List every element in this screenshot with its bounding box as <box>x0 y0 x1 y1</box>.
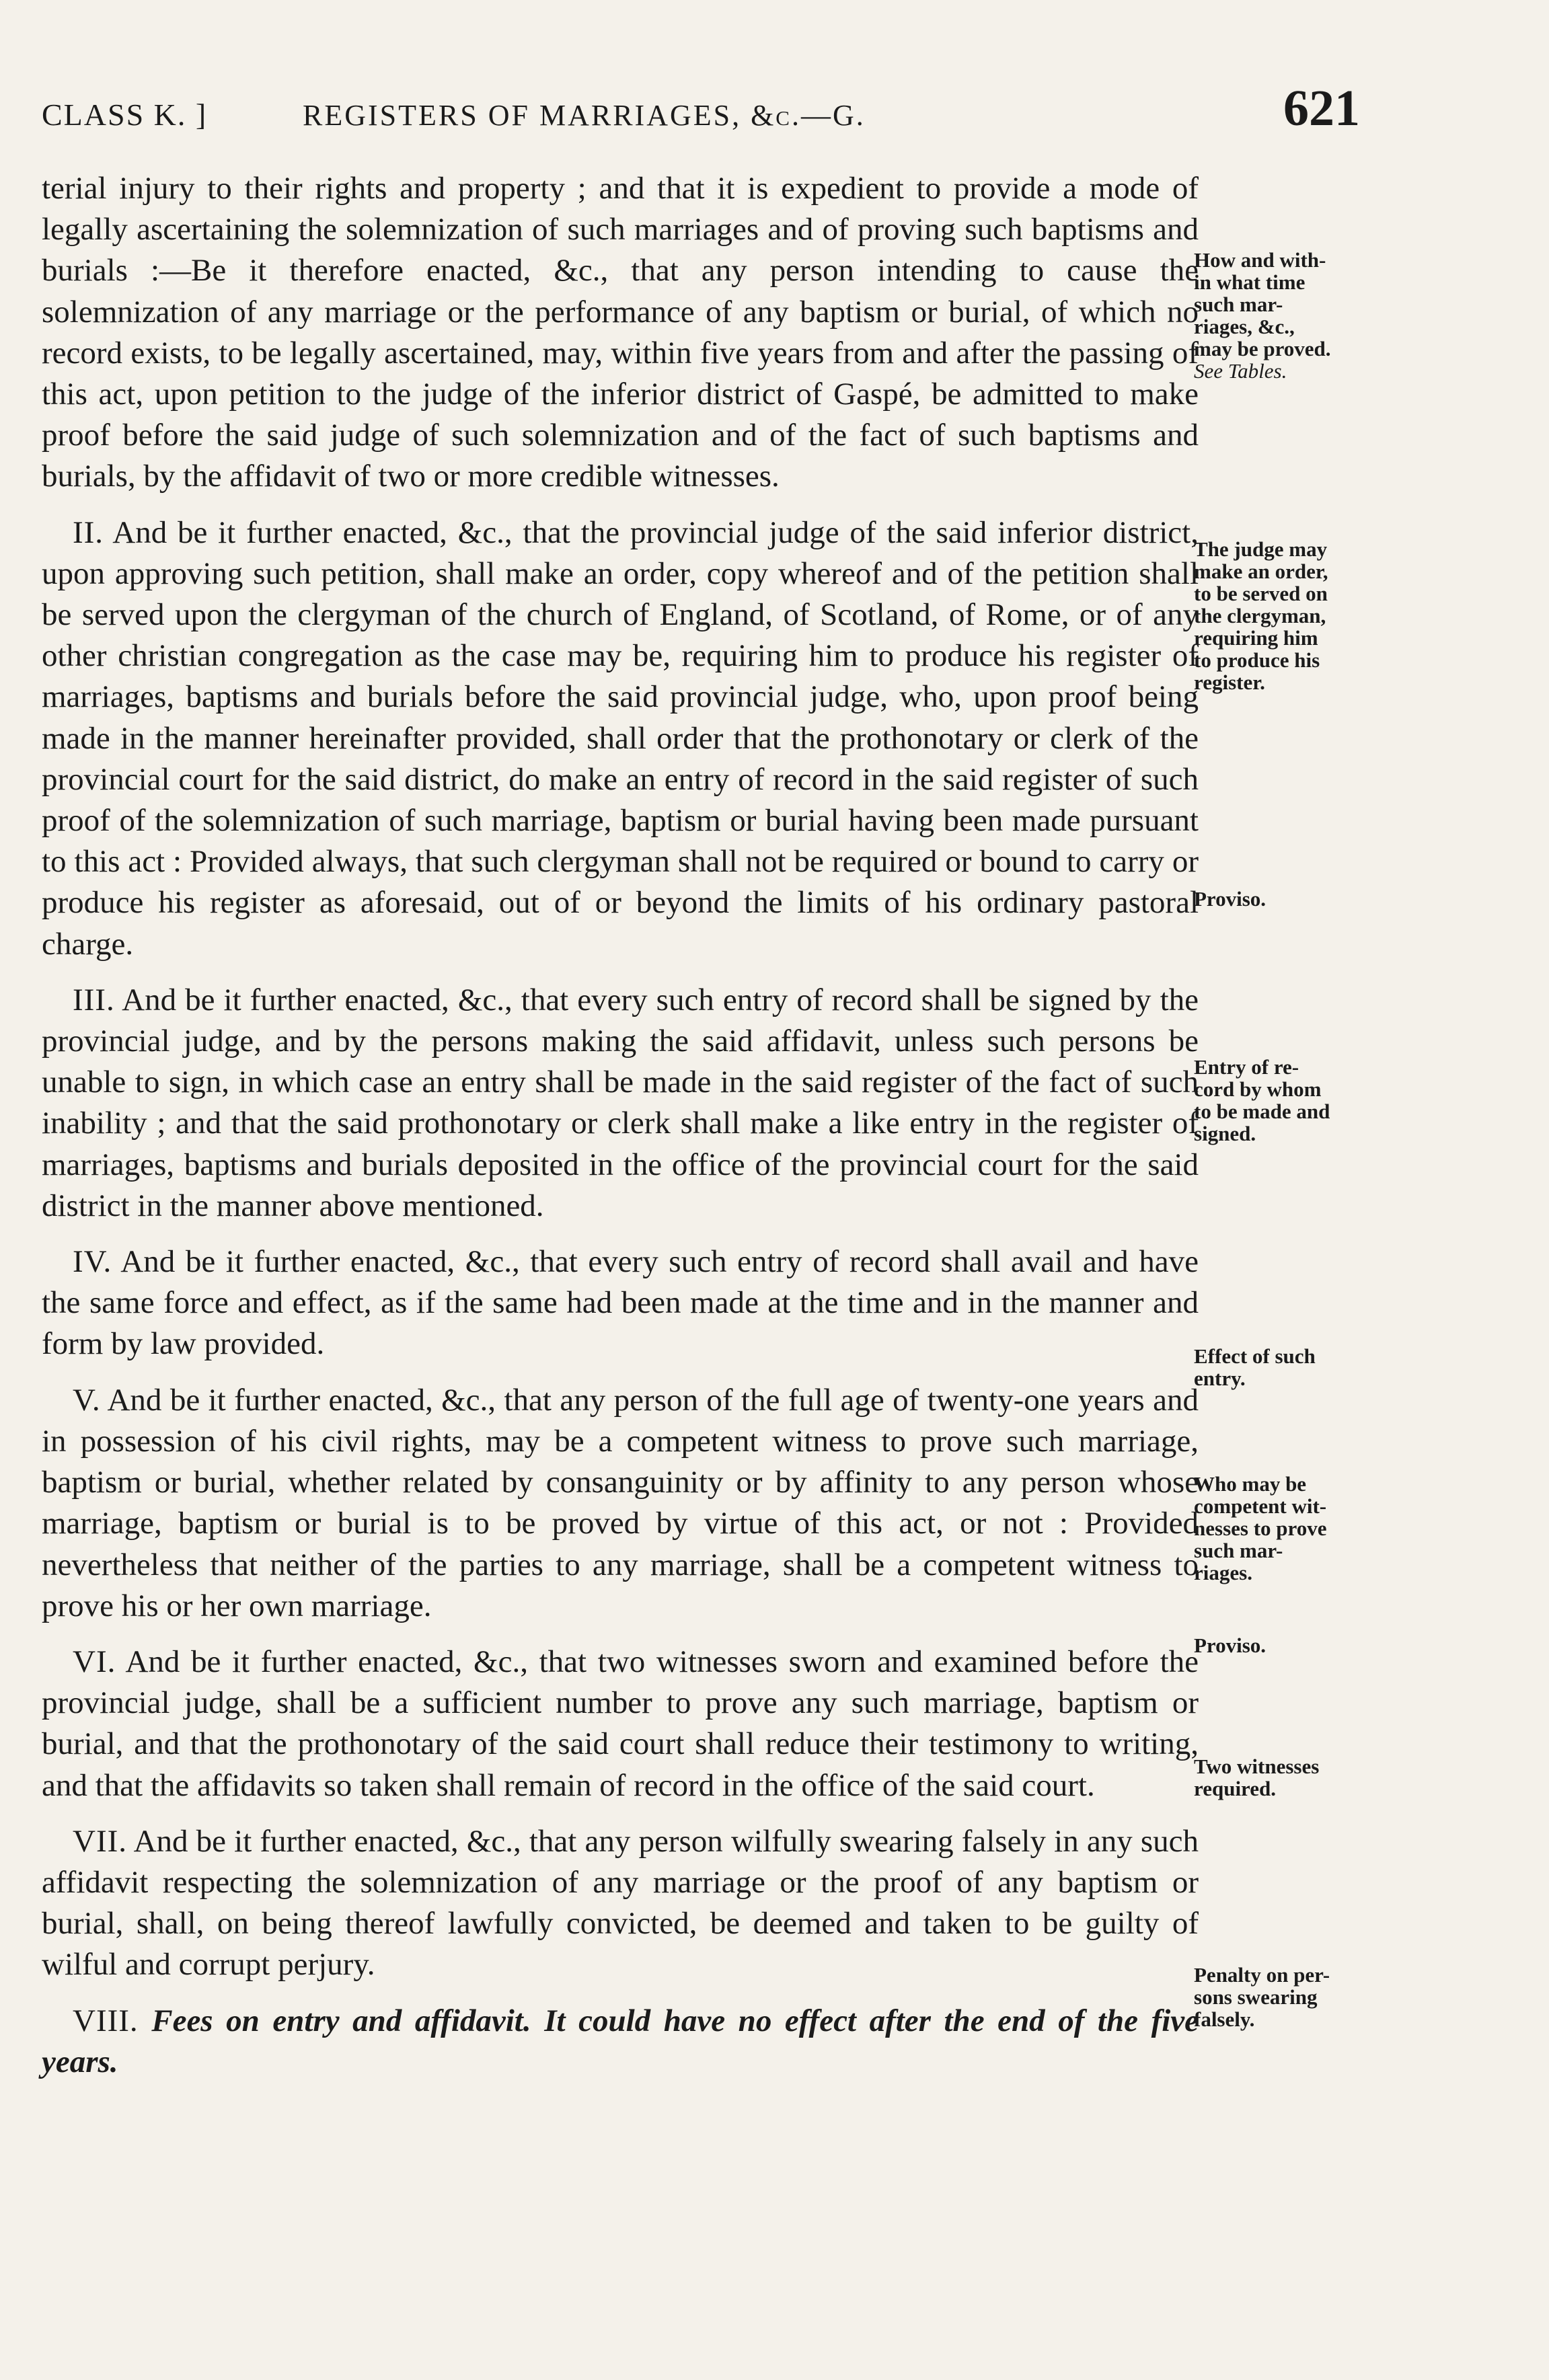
margin-note-effect <box>1194 1345 1372 1389</box>
paragraph-text: And be it further enacted, &c., that two witnesses sworn and examined before the provincial judge, shall be a sufficient number to prove any such marriage, baptism or burial, and that the prothonotary of the said court shall reduce their testimony to writing, and that the affidavits so taken shall remain of record in the office of the said court. <box>42 1644 1199 1803</box>
note-line: Penalty on per- <box>1194 1963 1330 1987</box>
note-line: nesses to prove <box>1194 1517 1327 1540</box>
note-line: The judge may <box>1194 537 1328 561</box>
note-line: register. <box>1194 670 1265 694</box>
note-line: How and with- <box>1194 248 1326 272</box>
section-iv <box>42 1241 1199 1365</box>
paragraph-continued <box>42 168 1199 498</box>
margin-note-competent-witnesses <box>1194 1473 1372 1584</box>
note-line: requiring him <box>1194 626 1318 650</box>
margin-note-two-witnesses <box>1194 1755 1372 1800</box>
margin-note-penalty <box>1194 1964 1372 2030</box>
paragraph-text: And be it further enacted, &c., that every such entry of record shall avail and have the same force and effect, as if the same had been made at the time and in the manner and form by law provided. <box>42 1244 1199 1362</box>
running-title: REGISTERS OF MARRIAGES, &c.—G. <box>303 99 866 132</box>
note-line: Who may be <box>1194 1472 1307 1496</box>
paragraph-text: terial injury to their rights and property ; and that it is expedient to provide a mode of legally ascertaining the solemnization of such marriages and of proving such baptisms and burials :—Be it therefore enacted, &c., that any person intending to cause the solemnization of any marriage or the performance of any baptism or burial, of which no record exists, to be legally ascertained, may, within five years from and after the passing of this act, upon petition to the judge of the inferior district of Gaspé, be admitted to make proof before the said judge of such solemnization and of the fact of such baptisms and burials, by the affidavit of two or more credible witnesses. <box>42 171 1199 494</box>
section-number: VIII. <box>73 2003 139 2038</box>
margin-note-proviso-2 <box>1194 1634 1372 1656</box>
section-number: V. <box>73 1382 101 1418</box>
section-v <box>42 1380 1199 1627</box>
note-line: sons swearing <box>1194 1985 1318 2009</box>
section-ii <box>42 512 1199 965</box>
note-line: Two witnesses <box>1194 1755 1320 1778</box>
section-viii <box>42 2001 1199 2083</box>
margin-note-how-proved <box>1194 249 1372 382</box>
note-line: Proviso. <box>1194 887 1267 911</box>
class-label: CLASS K. ] <box>42 98 208 132</box>
margin-note-judge-order <box>1194 538 1372 693</box>
note-line: required. <box>1194 1777 1277 1800</box>
note-line: cord by whom <box>1194 1077 1322 1101</box>
note-line: entry. <box>1194 1367 1246 1390</box>
note-line: signed. <box>1194 1122 1256 1145</box>
section-number: IV. <box>73 1244 112 1280</box>
note-line: such mar- <box>1194 293 1283 316</box>
note-line: falsely. <box>1194 2007 1255 2031</box>
note-line: the clergyman, <box>1194 604 1326 627</box>
section-number: VII. <box>73 1823 127 1859</box>
note-line: See Tables. <box>1194 359 1287 383</box>
note-line: to produce his <box>1194 648 1320 672</box>
page-header <box>42 79 1360 153</box>
page-number: 621 <box>1283 80 1360 137</box>
note-line: such mar- <box>1194 1539 1283 1562</box>
section-vii <box>42 1821 1199 1986</box>
section-number: II. <box>73 514 104 550</box>
note-line: in what time <box>1194 270 1306 294</box>
section-iii <box>42 980 1199 1227</box>
note-line: riages. <box>1194 1561 1252 1584</box>
note-line: riages, &c., <box>1194 315 1295 338</box>
paragraph-text: And be it further enacted, &c., that any person of the full age of twenty-one years and in possession of his civil rights, may be a competent witness to prove such marriage, baptism or burial, whether related by consanguinity or by affinity to any person whose marriage, baptism or burial is to be proved by virtue of this act, or not : Provided nevertheless that neither of the parties to any marriage, shall be a competent witness to prove his or her own marriage. <box>42 1382 1199 1623</box>
paragraph-text: And be it further enacted, &c., that the provincial judge of the said inferior district, upon approving such petition, shall make an order, copy whereof and of the petition shall be served upon the clergyman of the church of England, of Scotland, of Rome, or of any other christian congregation as the case may be, requiring him to produce his register of marriages, baptisms and burials before the said provincial judge, who, upon proof being made in the manner hereinafter provided, shall order that the prothonotary or clerk of the provincial court for the said district, do make an entry of record in the said register of such proof of the solemnization of such marriage, baptism or burial having been made pursuant to this act : Provided always, that such clergyman shall not be required or bound to carry or produce his register as aforesaid, out of or beyond the limits of his ordinary pastoral charge. <box>42 514 1199 962</box>
section-number: VI. <box>73 1644 116 1679</box>
body-text <box>42 168 1199 2098</box>
note-line: may be proved. <box>1194 337 1331 360</box>
note-line: to be served on <box>1194 582 1328 605</box>
note-line: Effect of such <box>1194 1344 1316 1368</box>
note-line: to be made and <box>1194 1100 1330 1123</box>
paragraph-text: And be it further enacted, &c., that every such entry of record shall be signed by the provincial judge, and by the persons making the said affidavit, unless such persons be unable to sign, in which case an entry shall be made in the said register of the fact of such inability ; and that the said prothonotary or clerk shall make a like entry in the register of marriages, baptisms and burials deposited in the office of the provincial court for the said district in the manner above mentioned. <box>42 982 1199 1223</box>
section-vi <box>42 1642 1199 1806</box>
paragraph-text: Fees on entry and affidavit. It could have no effect after the end of the five years. <box>42 2003 1199 2079</box>
note-line: Entry of re- <box>1194 1055 1299 1079</box>
note-line: competent wit- <box>1194 1494 1327 1518</box>
section-number: III. <box>73 982 115 1018</box>
paragraph-text: And be it further enacted, &c., that any person wilfully swearing falsely in any such affidavit respecting the solemnization of any marriage or the proof of any baptism or burial, shall, on being thereof lawfully convicted, be deemed and taken to be guilty of wilful and corrupt perjury. <box>42 1823 1199 1983</box>
margin-note-entry-signed <box>1194 1056 1372 1145</box>
note-line: Proviso. <box>1194 1634 1267 1657</box>
note-line: make an order, <box>1194 560 1328 583</box>
margin-note-proviso <box>1194 888 1372 910</box>
